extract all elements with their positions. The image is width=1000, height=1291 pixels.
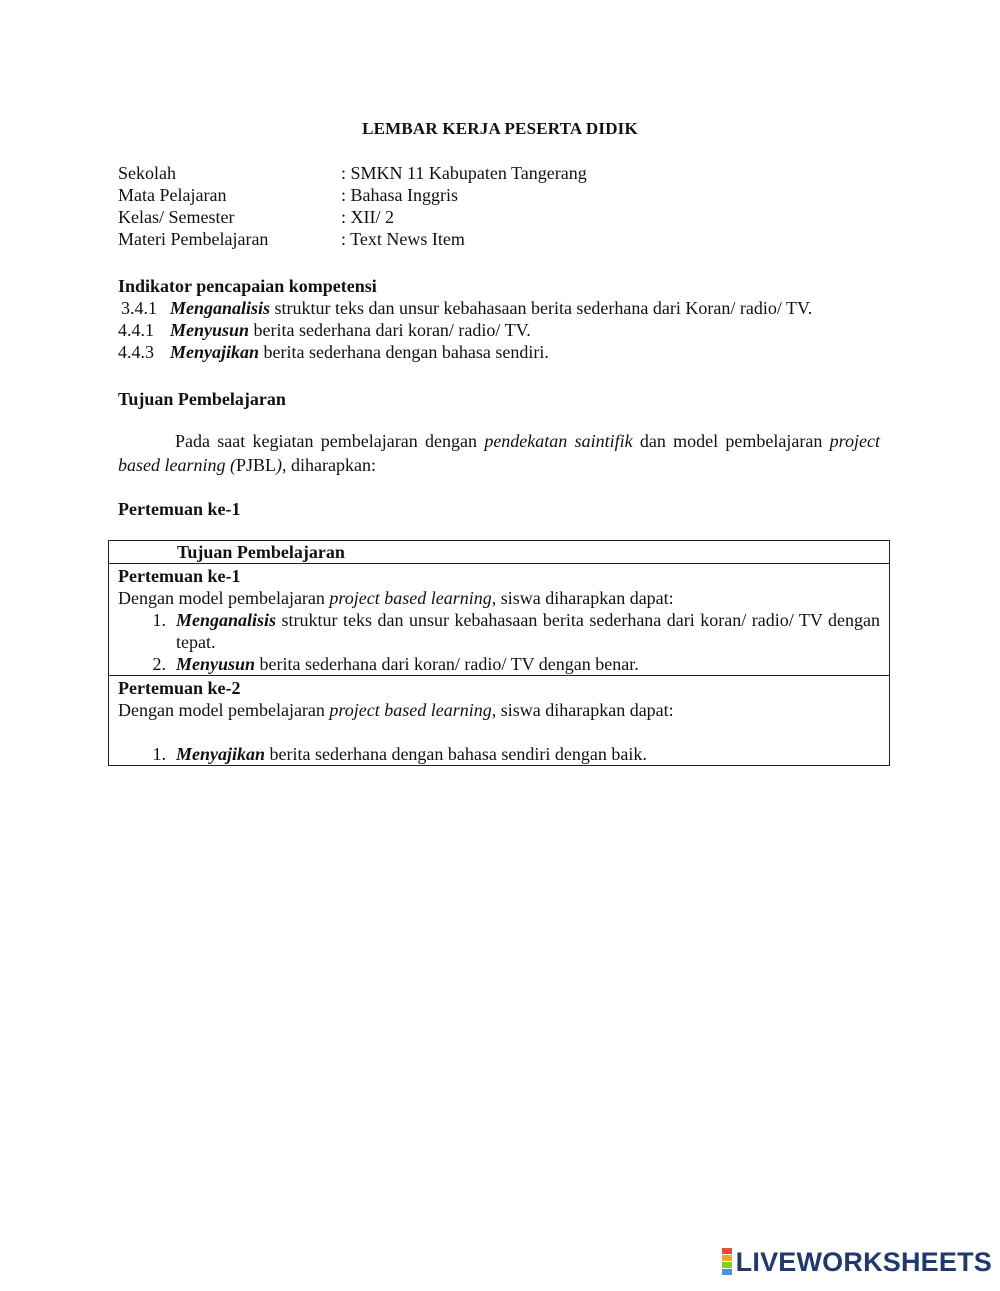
paragraph-text: , diharapkan: bbox=[282, 455, 376, 475]
meeting-heading: Pertemuan ke-1 bbox=[118, 499, 241, 519]
section-intro bbox=[118, 587, 880, 609]
item-text: berita sederhana dengan bahasa sendiri dengan baik. bbox=[265, 744, 647, 764]
item-verb: Menganalisis bbox=[176, 610, 277, 630]
intro-italic: project based learning bbox=[329, 588, 492, 608]
spacer bbox=[118, 721, 880, 743]
section-heading: Pertemuan ke-1 bbox=[118, 566, 241, 586]
info-value: : SMKN 11 Kabupaten Tangerang bbox=[341, 163, 587, 183]
paragraph-italic: pendekatan saintifik bbox=[484, 431, 633, 451]
paragraph-text: dan model pembelajaran bbox=[632, 431, 830, 451]
item-text: berita sederhana dari koran/ radio/ TV dengan benar. bbox=[255, 654, 639, 674]
info-label: Mata Pelajaran bbox=[118, 185, 227, 205]
paragraph-text: PJBL bbox=[235, 455, 277, 475]
info-row-school bbox=[118, 162, 587, 184]
info-row-material bbox=[118, 228, 587, 250]
indicator-item bbox=[118, 297, 812, 319]
item-verb: Menyusun bbox=[176, 654, 256, 674]
table-header: Tujuan Pembelajaran bbox=[109, 541, 889, 564]
objective-list bbox=[118, 743, 880, 765]
info-label: Materi Pembelajaran bbox=[118, 229, 269, 249]
list-item bbox=[118, 609, 880, 653]
info-value: : Text News Item bbox=[341, 229, 465, 249]
indicator-text: struktur teks dan unsur kebahasaan berita sederhana dari Koran/ radio/ TV. bbox=[270, 298, 813, 318]
indicator-text: berita sederhana dengan bahasa sendiri. bbox=[259, 342, 549, 362]
indicator-item bbox=[118, 341, 812, 363]
list-item bbox=[118, 653, 880, 675]
intro-text: , siswa diharapkan dapat: bbox=[491, 588, 674, 608]
school-info-block bbox=[118, 162, 587, 250]
info-label: Kelas/ Semester bbox=[118, 207, 235, 227]
objective-paragraph bbox=[118, 429, 880, 477]
intro-text: , siswa diharapkan dapat: bbox=[491, 700, 674, 720]
liveworksheets-logo bbox=[722, 1248, 992, 1275]
intro-text: Dengan model pembelajaran bbox=[118, 700, 330, 720]
info-label: Sekolah bbox=[118, 163, 176, 183]
indicator-number: 4.4.3 bbox=[118, 342, 154, 362]
item-text: struktur teks dan unsur kebahasaan berita sederhana dari koran/ radio/ TV dengan tepat. bbox=[176, 610, 880, 652]
indicator-verb: Menyusun bbox=[170, 320, 250, 340]
intro-italic: project based learning bbox=[329, 700, 492, 720]
objective-list bbox=[118, 609, 880, 675]
item-number: 1. bbox=[152, 744, 166, 764]
indicator-text: berita sederhana dari koran/ radio/ TV. bbox=[249, 320, 531, 340]
table-section-meeting-2 bbox=[109, 675, 889, 765]
table-section-meeting-1 bbox=[109, 564, 889, 675]
list-item bbox=[118, 743, 880, 765]
info-row-class bbox=[118, 206, 587, 228]
indicator-heading: Indikator pencapaian kompetensi bbox=[118, 276, 377, 296]
item-verb: Menyajikan bbox=[176, 744, 266, 764]
liveworksheets-mark-icon bbox=[722, 1248, 732, 1275]
paragraph-italic: ) bbox=[276, 455, 283, 475]
section-intro bbox=[118, 699, 880, 721]
section-heading: Pertemuan ke-2 bbox=[118, 678, 241, 698]
info-row-subject bbox=[118, 184, 587, 206]
indicator-verb: Menganalisis bbox=[170, 298, 271, 318]
info-value: : XII/ 2 bbox=[341, 207, 394, 227]
item-number: 2. bbox=[152, 654, 166, 674]
indicator-number: 3.4.1 bbox=[121, 298, 157, 318]
info-value: : Bahasa Inggris bbox=[341, 185, 458, 205]
indicator-number: 4.4.1 bbox=[118, 320, 154, 340]
indicator-list bbox=[118, 297, 812, 363]
paragraph-text: Pada saat kegiatan pembelajaran dengan bbox=[175, 431, 485, 451]
document-title: LEMBAR KERJA PESERTA DIDIK bbox=[362, 119, 638, 138]
objective-heading: Tujuan Pembelajaran bbox=[118, 389, 286, 409]
paragraph-italic: project based learning ( bbox=[118, 431, 880, 475]
objectives-table bbox=[108, 540, 890, 766]
watermark-text: LIVEWORKSHEETS bbox=[735, 1246, 992, 1277]
indicator-item bbox=[118, 319, 812, 341]
indicator-verb: Menyajikan bbox=[170, 342, 260, 362]
intro-text: Dengan model pembelajaran bbox=[118, 588, 330, 608]
item-number: 1. bbox=[152, 610, 166, 630]
